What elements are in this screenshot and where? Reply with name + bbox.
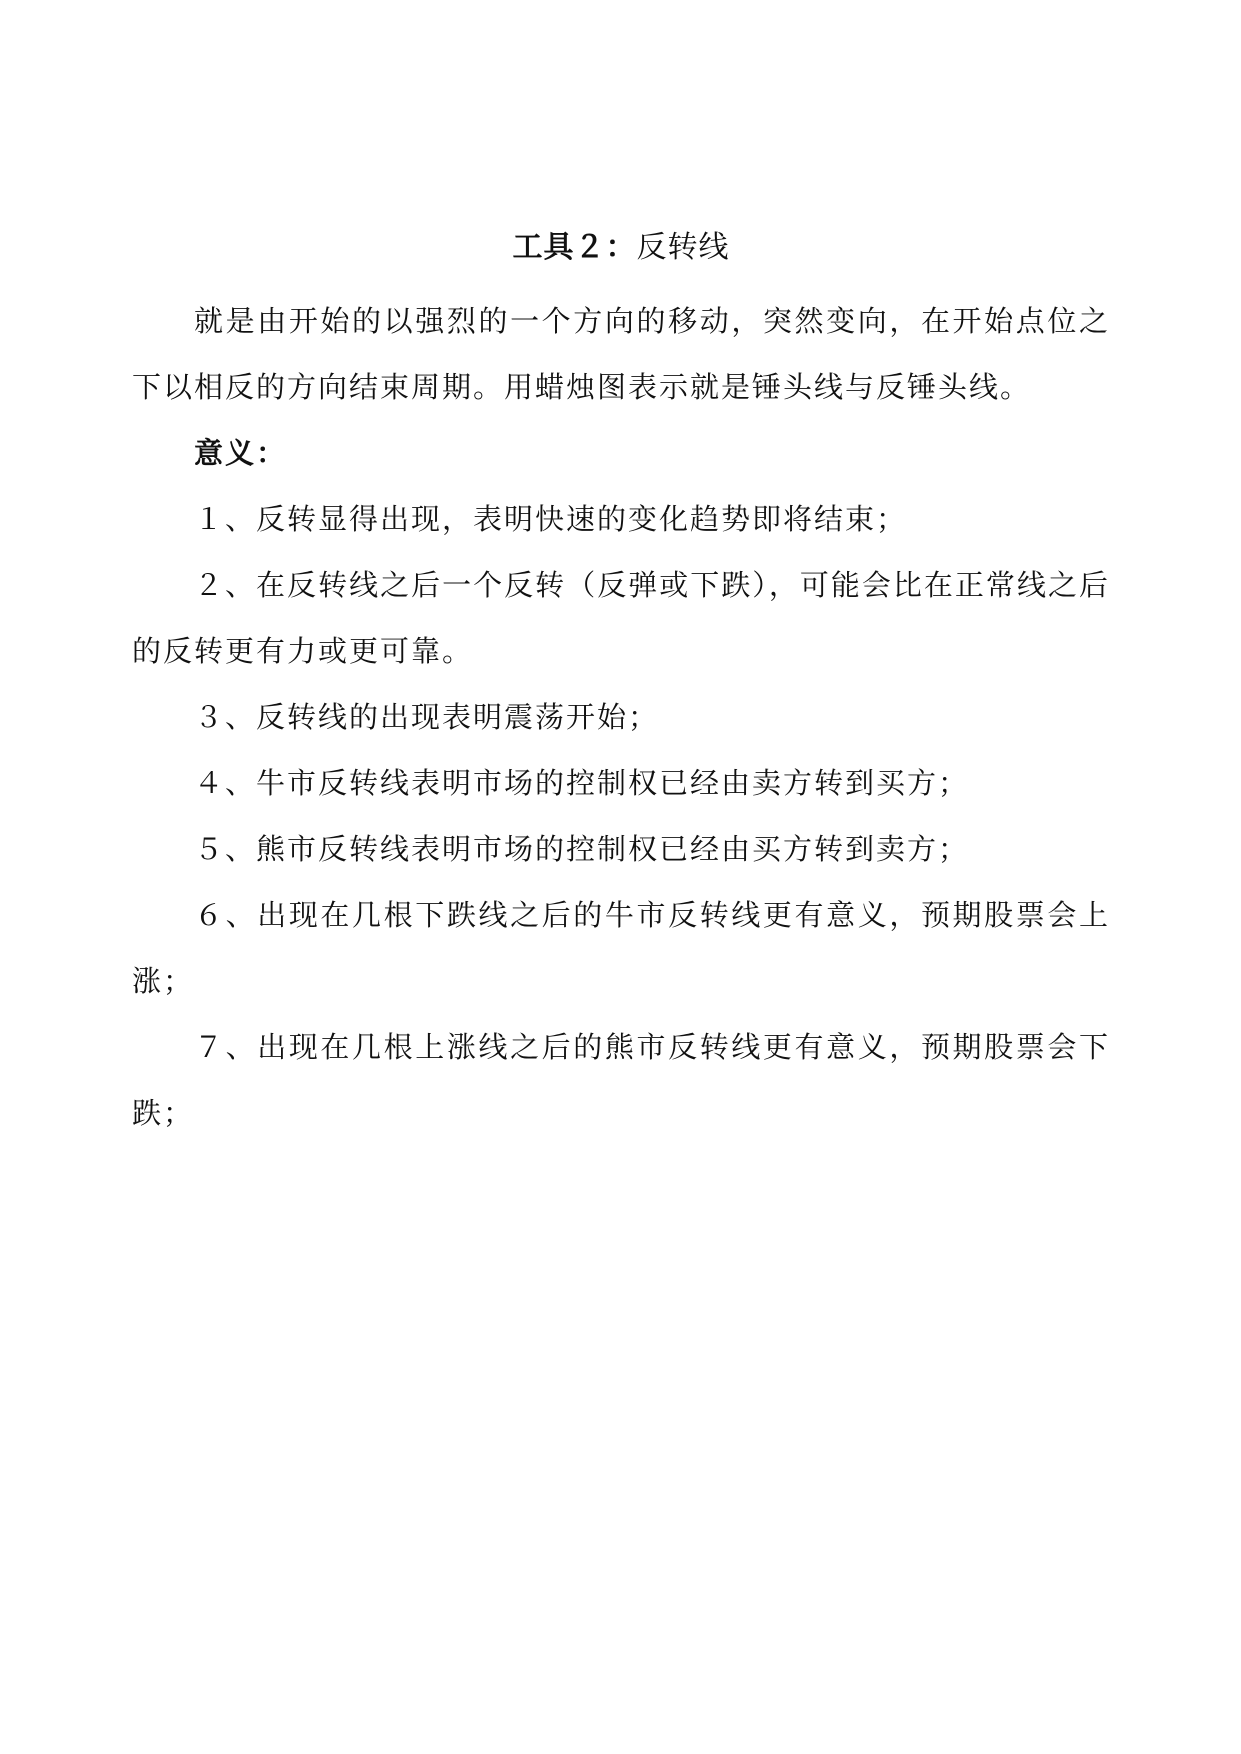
list-item-2: ２、在反转线之后一个反转（反弹或下跌），可能会比在正常线之后的反转更有力或更可靠。 xyxy=(132,568,1110,668)
page-title xyxy=(132,222,1110,274)
intro-paragraph: 就是由开始的以强烈的一个方向的移动，突然变向，在开始点位之下以相反的方向结束周期。用蜡烛图表示就是锤头线与反锤头线。 xyxy=(132,304,1110,404)
list-item-7: ７、出现在几根上涨线之后的熊市反转线更有意义，预期股票会下跌； xyxy=(132,1030,1110,1130)
list-item-5: ５、熊市反转线表明市场的控制权已经由买方转到卖方； xyxy=(194,832,970,866)
list-item-1: １、反转显得出现，表明快速的变化趋势即将结束； xyxy=(194,502,908,536)
list-item-3: ３、反转线的出现表明震荡开始； xyxy=(194,700,660,734)
list-item-4: ４、牛市反转线表明市场的控制权已经由卖方转到买方； xyxy=(194,766,970,800)
title-main: 反转线 xyxy=(636,230,730,265)
document-body xyxy=(132,222,1110,1146)
list-item-6: ６、出现在几根下跌线之后的牛市反转线更有意义，预期股票会上涨； xyxy=(132,898,1110,998)
meaning-heading: 意义： xyxy=(194,436,288,470)
title-prefix: 工具２： xyxy=(512,230,637,265)
